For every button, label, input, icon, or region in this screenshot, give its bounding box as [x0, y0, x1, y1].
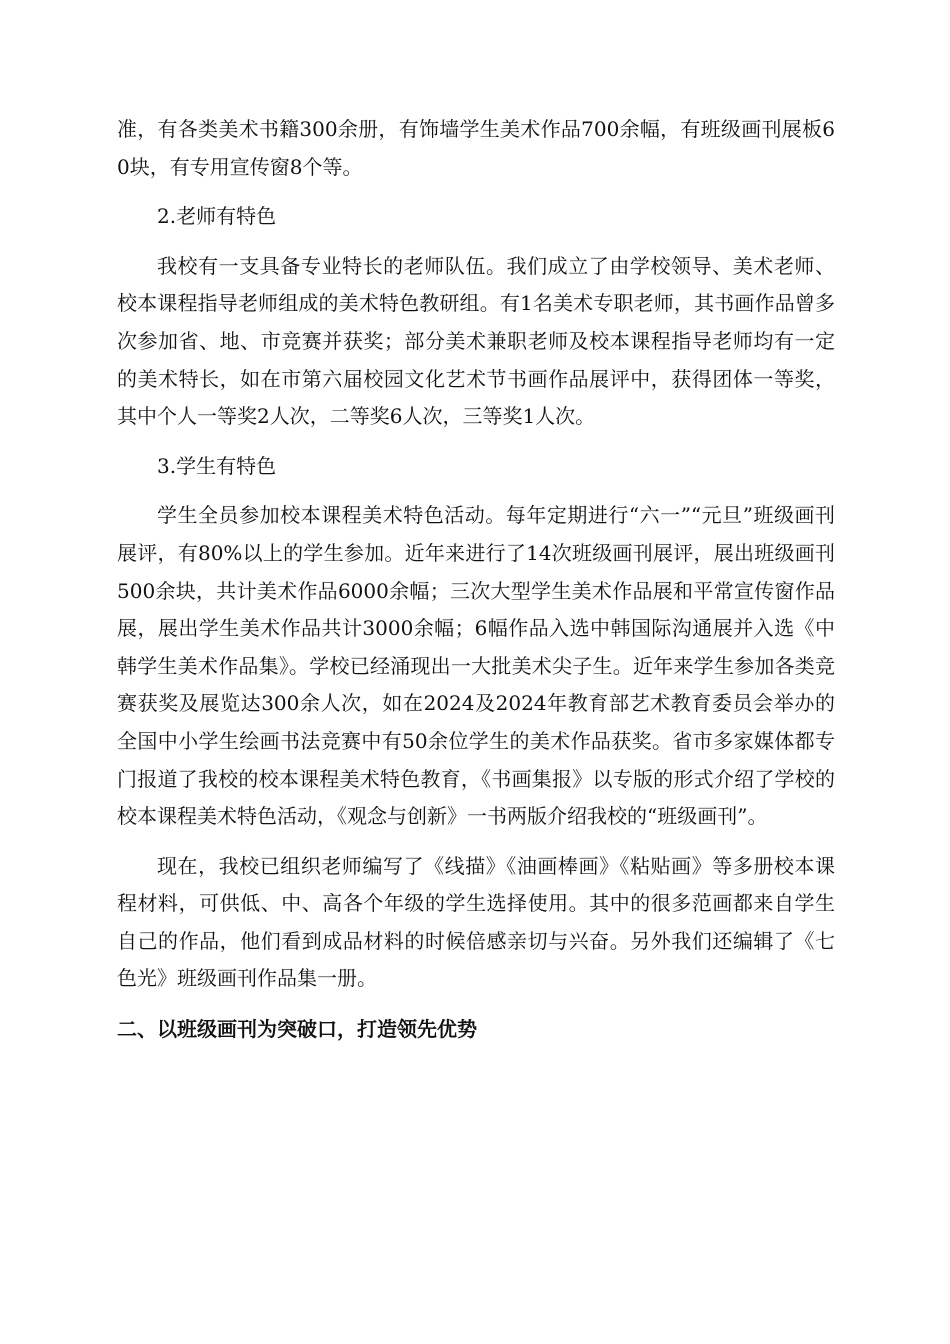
paragraph-teachers: 我校有一支具备专业特长的老师队伍。我们成立了由学校领导、美术老师、校本课程指导老师组成的美术特色教研组。有1名美术专职老师，其书画作品曾多次参加省、地、市竞赛并获奖；部分美术兼职老师及校本课程指导老师均有一定的美术特长，如在市第六届校园文化艺术节书画作品展评中，获得团体一等奖，其中个人一等奖2人次，二等奖6人次，三等奖1人次。	[117, 253, 835, 429]
section-heading-2: 二、以班级画刊为突破口，打造领先优势	[117, 1017, 477, 1042]
document-page	[117, 111, 835, 1049]
paragraph-materials: 现在，我校已组织老师编写了《线描》《油画棒画》《粘贴画》等多册校本课程材料，可供低、中、高各个年级的学生选择使用。其中的很多范画都来自学生自己的作品，他们看到成品材料的时候倍感亲切与兴奋。另外我们还编辑了《七色光》班级画刊作品集一册。	[117, 853, 835, 991]
paragraph-facilities: 准，有各类美术书籍300余册，有饰墙学生美术作品700余幅，有班级画刊展板60块，有专用宣传窗8个等。	[117, 117, 835, 179]
heading-students: 3.学生有特色	[157, 453, 277, 478]
paragraph-students: 学生全员参加校本课程美术特色活动。每年定期进行“六一”“元旦”班级画刊展评，有80%以上的学生参加。近年来进行了14次班级画刊展评，展出班级画刊500余块，共计美术作品6000余幅；三次大型学生美术作品展和平常宣传窗作品展，展出学生美术作品共计3000余幅；6幅作品入选中韩国际沟通展并入选《中韩学生美术作品集》。学校已经涌现出一大批美术尖子生。近年来学生参加各类竞赛获奖及展览达300余人次，如在2024及2024年教育部艺术教育委员会举办的全国中小学生绘画书法竞赛中有50余位学生的美术作品获奖。省市多家媒体都专门报道了我校的校本课程美术特色教育，《书画集报》以专版的形式介绍了学校的校本课程美术特色活动，《观念与创新》一书两版介绍我校的“班级画刊”。	[117, 503, 835, 829]
heading-teachers: 2.老师有特色	[157, 204, 277, 229]
